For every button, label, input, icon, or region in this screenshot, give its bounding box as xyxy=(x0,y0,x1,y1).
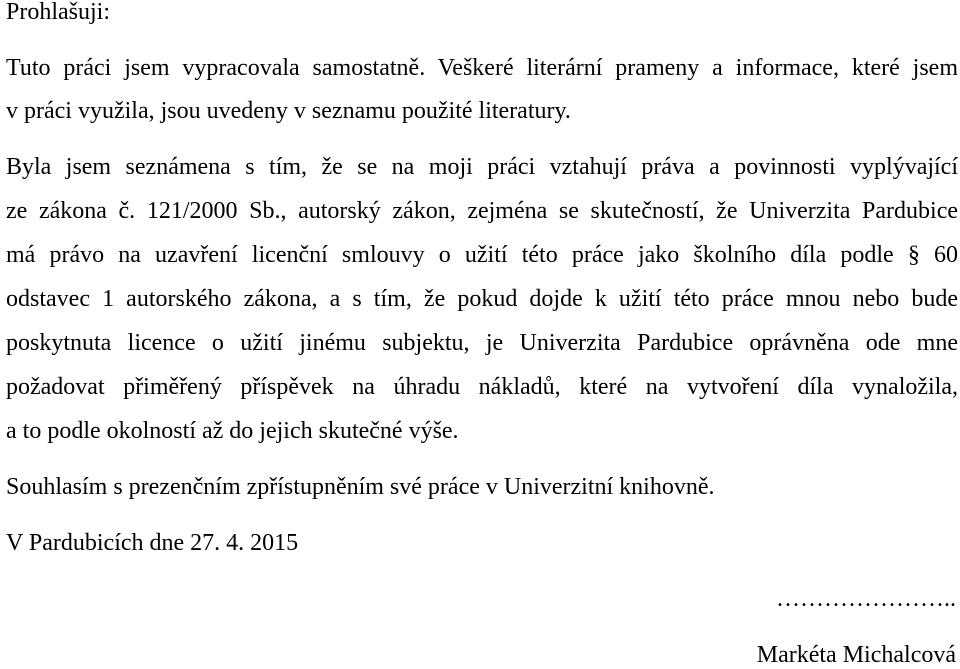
paragraph-1-line-2: v práci využila, jsou uvedeny v seznamu použité literatury. xyxy=(6,98,571,124)
paragraph-2-line-2: ze zákona č. 121/2000 Sb., autorský zákon, zejména se skutečností, že Univerzita Pardubice xyxy=(6,198,958,224)
paragraph-1-line-1: Tuto práci jsem vypracovala samostatně. Veškeré literární prameny a informace, které jsem xyxy=(6,55,958,81)
signature-line: ………………….. xyxy=(776,586,956,612)
paragraph-2-line-3: má právo na uzavření licenční smlouvy o užití této práce jako školního díla podle § 60 xyxy=(6,242,958,268)
paragraph-2-line-7: a to podle okolností až do jejich skutečné výše. xyxy=(6,418,459,444)
place-and-date: V Pardubicích dne 27. 4. 2015 xyxy=(6,530,299,556)
paragraph-2-line-6: požadovat přiměřený příspěvek na úhradu nákladů, které na vytvoření díla vynaložila, xyxy=(6,374,958,400)
paragraph-2-line-1: Byla jsem seznámena s tím, že se na moji práci vztahují práva a povinnosti vyplývající xyxy=(6,154,958,180)
paragraph-2-line-4: odstavec 1 autorského zákona, a s tím, že pokud dojde k užití této práce mnou nebo bude xyxy=(6,286,958,312)
declaration-heading: Prohlašuji: xyxy=(6,0,111,25)
paragraph-3: Souhlasím s prezenčním zpřístupněním své práce v Univerzitní knihovně. xyxy=(6,474,715,500)
signature-name: Markéta Michalcová xyxy=(756,642,956,668)
paragraph-2-line-5: poskytnuta licence o užití jinému subjektu, je Univerzita Pardubice oprávněna ode mne xyxy=(6,330,958,356)
